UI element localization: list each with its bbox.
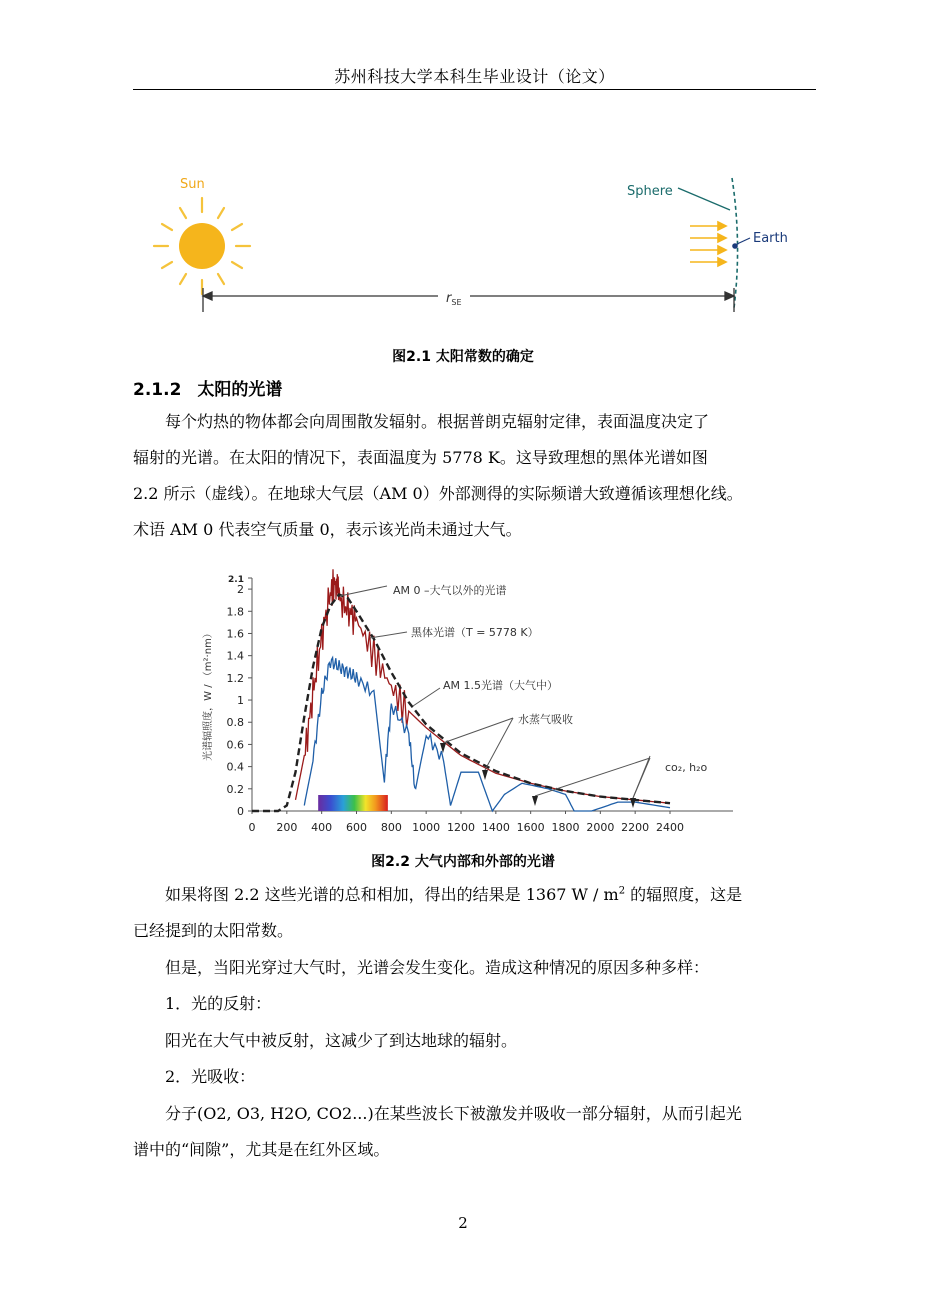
annotation-co2-h2o: co₂, h₂o [665, 761, 708, 774]
y-tick-label-6: 1.2 [226, 671, 244, 685]
y-tick-label-1: 0.2 [226, 782, 244, 796]
absorption-pointer-2 [535, 758, 650, 796]
earth-label: Earth [753, 231, 788, 246]
annotation-am0: AM 0 –大气以外的光谱 [393, 584, 507, 597]
annotation-water-vapor: 水蒸气吸收 [518, 713, 573, 726]
figure1-caption: 图2.1 太阳常数的确定 [392, 349, 534, 365]
y-tick-label-4: 0.8 [226, 716, 244, 730]
para1-line-1: 每个灼热的物体都会向周围散发辐射。根据普朗克辐射定律，表面温度决定了 [165, 412, 710, 431]
y-tick-label-0: 0 [237, 805, 244, 818]
annotation-am15: AM 1.5光谱（大气中） [443, 679, 559, 692]
y-axis-label: 光谱辐照度，W / （m²·nm） [203, 628, 214, 761]
sunlight-arrows [690, 222, 726, 266]
x-tick-label-1: 200 [276, 821, 298, 834]
y-tick-label-5: 1 [237, 694, 244, 708]
para2-line-1: 如果将图 2.2 这些光谱的总和相加，得出的结果是 1367 W / $m^2$ 的辐照度，这是 [165, 885, 743, 904]
y-tick-label-7: 1.4 [226, 649, 244, 663]
sun-label: Sun [180, 177, 205, 192]
sphere-label: Sphere [627, 184, 673, 199]
para2-line-3: 但是，当阳光穿过大气时，光谱会发生变化。造成这种情况的原因多种多样： [165, 958, 710, 977]
annotation-am15-pointer [413, 688, 440, 706]
y-tick-label-3: 0.6 [226, 738, 244, 752]
para1-line-2: 辐射的光谱。在太阳的情况下，表面温度为 5778 K。这导致理想的黑体光谱如图 [133, 448, 708, 467]
x-tick-label-9: 1800 [551, 821, 580, 834]
y-tick-label-11: 2.1 [228, 575, 244, 585]
paragraph-1 [133, 404, 816, 548]
list-item-2-line-2: 谱中的“间隙”，尤其是在红外区域。 [133, 1140, 390, 1159]
absorption-pointer-1 [485, 718, 513, 770]
x-tick-label-6: 1200 [447, 821, 475, 834]
x-tick-label-8: 1600 [516, 821, 545, 834]
plot-area [201, 569, 733, 834]
y-tick-label-8: 1.6 [226, 627, 244, 641]
x-tick-label-2: 400 [311, 821, 333, 834]
y-tick-label-9: 1.8 [226, 605, 244, 619]
list-item-2-line-1: 分子(O2, O3, H2O, CO2...)在某些波长下被激发并吸收一部分辐射，从而引起光 [165, 1104, 742, 1123]
list-item-1-text: 阳光在大气中被反射，这减少了到达地球的辐射。 [165, 1031, 518, 1050]
x-tick-label-12: 2400 [656, 821, 684, 834]
annotation-blackbody-pointer [370, 632, 407, 638]
list-item-2: 2．光吸收： [165, 1067, 256, 1086]
annotation-am0-pointer [340, 586, 387, 596]
figure2-caption: 图2.2 大气内部和外部的光谱 [371, 854, 555, 870]
x-tick-label-5: 1000 [412, 821, 441, 834]
absorption-pointer-0 [443, 718, 513, 743]
sun-icon [154, 198, 250, 294]
section-title: 太阳的光谱 [197, 380, 283, 400]
earth-dot [732, 243, 738, 249]
para1-line-4: 术语 AM 0 代表空气质量 0，表示该光尚未通过大气。 [133, 520, 522, 539]
x-tick-label-11: 2200 [621, 821, 650, 834]
y-tick-label-2: 0.4 [226, 760, 244, 774]
sphere-pointer [678, 188, 730, 210]
para1-line-3: 2.2 所示（虚线）。在地球大气层（AM 0）外部测得的实际频谱大致遵循该理想化线。 [133, 484, 743, 503]
visible-spectrum-band [318, 795, 388, 811]
section-heading [133, 375, 282, 400]
page-header: 苏州科技大学本科生毕业设计（论文） [334, 67, 615, 86]
x-tick-label-0: 0 [248, 821, 256, 834]
distance-label: $r_{SE}$ [446, 291, 462, 307]
page-number: 2 [458, 1214, 468, 1232]
distance-arrow [203, 288, 734, 312]
x-tick-label-7: 1400 [481, 821, 510, 834]
header-rule [133, 89, 816, 90]
y-tick-label-10: 2 [237, 583, 244, 597]
x-tick-label-10: 2000 [586, 821, 615, 834]
absorption-arrowhead-3 [630, 798, 636, 808]
earth-pointer [737, 238, 750, 244]
spectrum-chart [195, 568, 755, 843]
annotation-blackbody: 黑体光谱（T = 5778 K） [411, 626, 539, 639]
figure-solar-constant [150, 168, 810, 318]
x-tick-label-3: 600 [346, 821, 367, 834]
list-item-1: 1．光的反射： [165, 994, 272, 1013]
x-tick-label-4: 800 [380, 821, 402, 834]
para2-line-2: 已经提到的太阳常数。 [133, 921, 294, 940]
section-number: 2.1.2 [133, 380, 182, 400]
absorption-arrowhead-2 [532, 796, 538, 806]
absorption-arrowhead-1 [482, 770, 488, 780]
sphere-arc [732, 178, 738, 308]
